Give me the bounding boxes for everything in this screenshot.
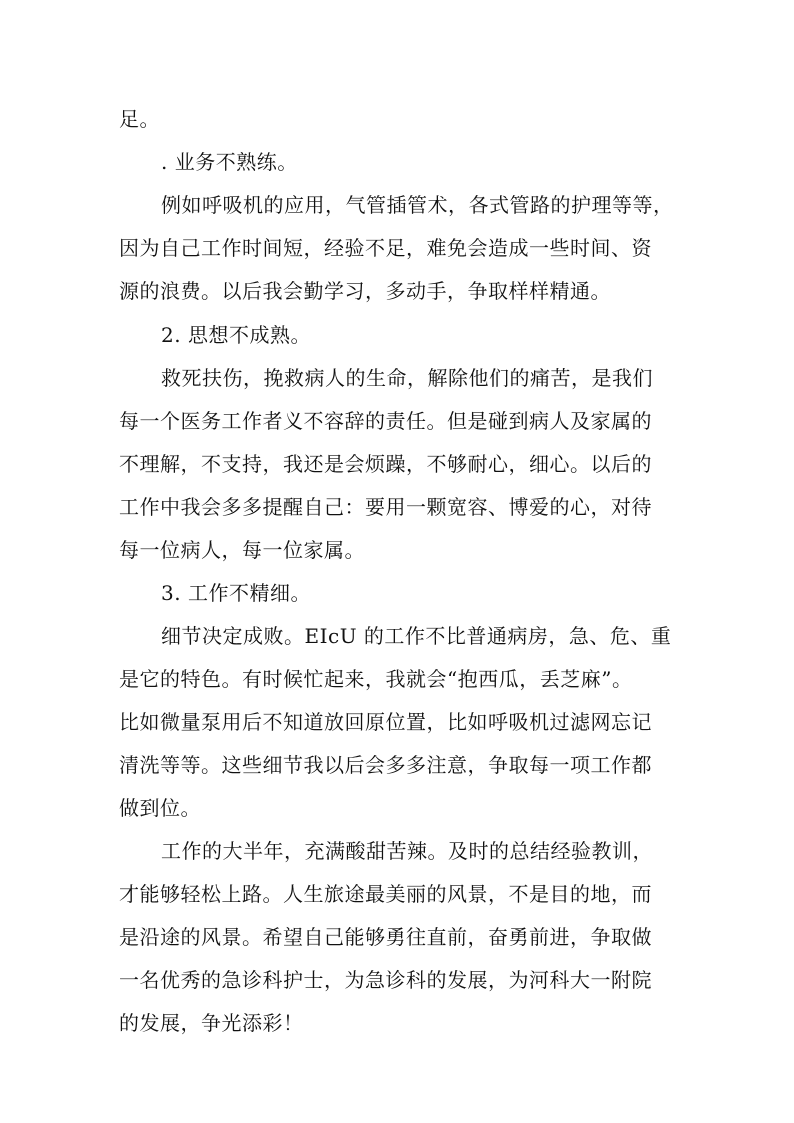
text-line: 清洗等等。这些细节我以后会多多注意，争取每一项工作都 [119,753,652,777]
text-line: 的发展，争光添彩！ [119,1011,304,1035]
text-line: 一名优秀的急诊科护士，为急诊科的发展，为河科大一附院 [119,968,652,992]
text-line: 因为自己工作时间短，经验不足，难免会造成一些时间、资 [119,236,652,260]
text-line: 是沿途的风景。希望自己能够勇往直前，奋勇前进，争取做 [119,925,652,949]
text-line: 比如微量泵用后不知道放回原位置，比如呼吸机过滤网忘记 [119,710,652,734]
text-line: 做到位。 [119,796,201,820]
text-line: 不理解，不支持，我还是会烦躁，不够耐心，细心。以后的 [119,452,652,476]
text-line: 细节决定成败。EIcU 的工作不比普通病房，急、危、重 [161,624,672,648]
text-line: 每一个医务工作者义不容辞的责任。但是碰到病人及家属的 [119,409,652,433]
text-line: 是它的特色。有时候忙起来，我就会“抱西瓜，丢芝麻”。 [119,667,633,691]
text-line: 足。 [119,107,160,131]
text-line: . 业务不熟练。 [161,150,298,174]
text-line: 3. 工作不精细。 [161,581,311,605]
text-line: 工作的大半年，充满酸甜苦辣。及时的总结经验教训， [161,839,653,863]
text-line: 例如呼吸机的应用，气管插管术，各式管路的护理等等， [161,193,674,217]
text-line: 源的浪费。以后我会勤学习，多动手，争取样样精通。 [119,279,611,303]
text-line: 每一位病人，每一位家属。 [119,538,365,562]
text-line: 2. 思想不成熟。 [161,323,311,347]
text-line: 才能够轻松上路。人生旅途最美丽的风景，不是目的地，而 [119,882,652,906]
text-line: 工作中我会多多提醒自己：要用一颗宽容、博爱的心，对待 [119,495,652,519]
text-line: 救死扶伤，挽救病人的生命，解除他们的痛苦，是我们 [161,366,653,390]
